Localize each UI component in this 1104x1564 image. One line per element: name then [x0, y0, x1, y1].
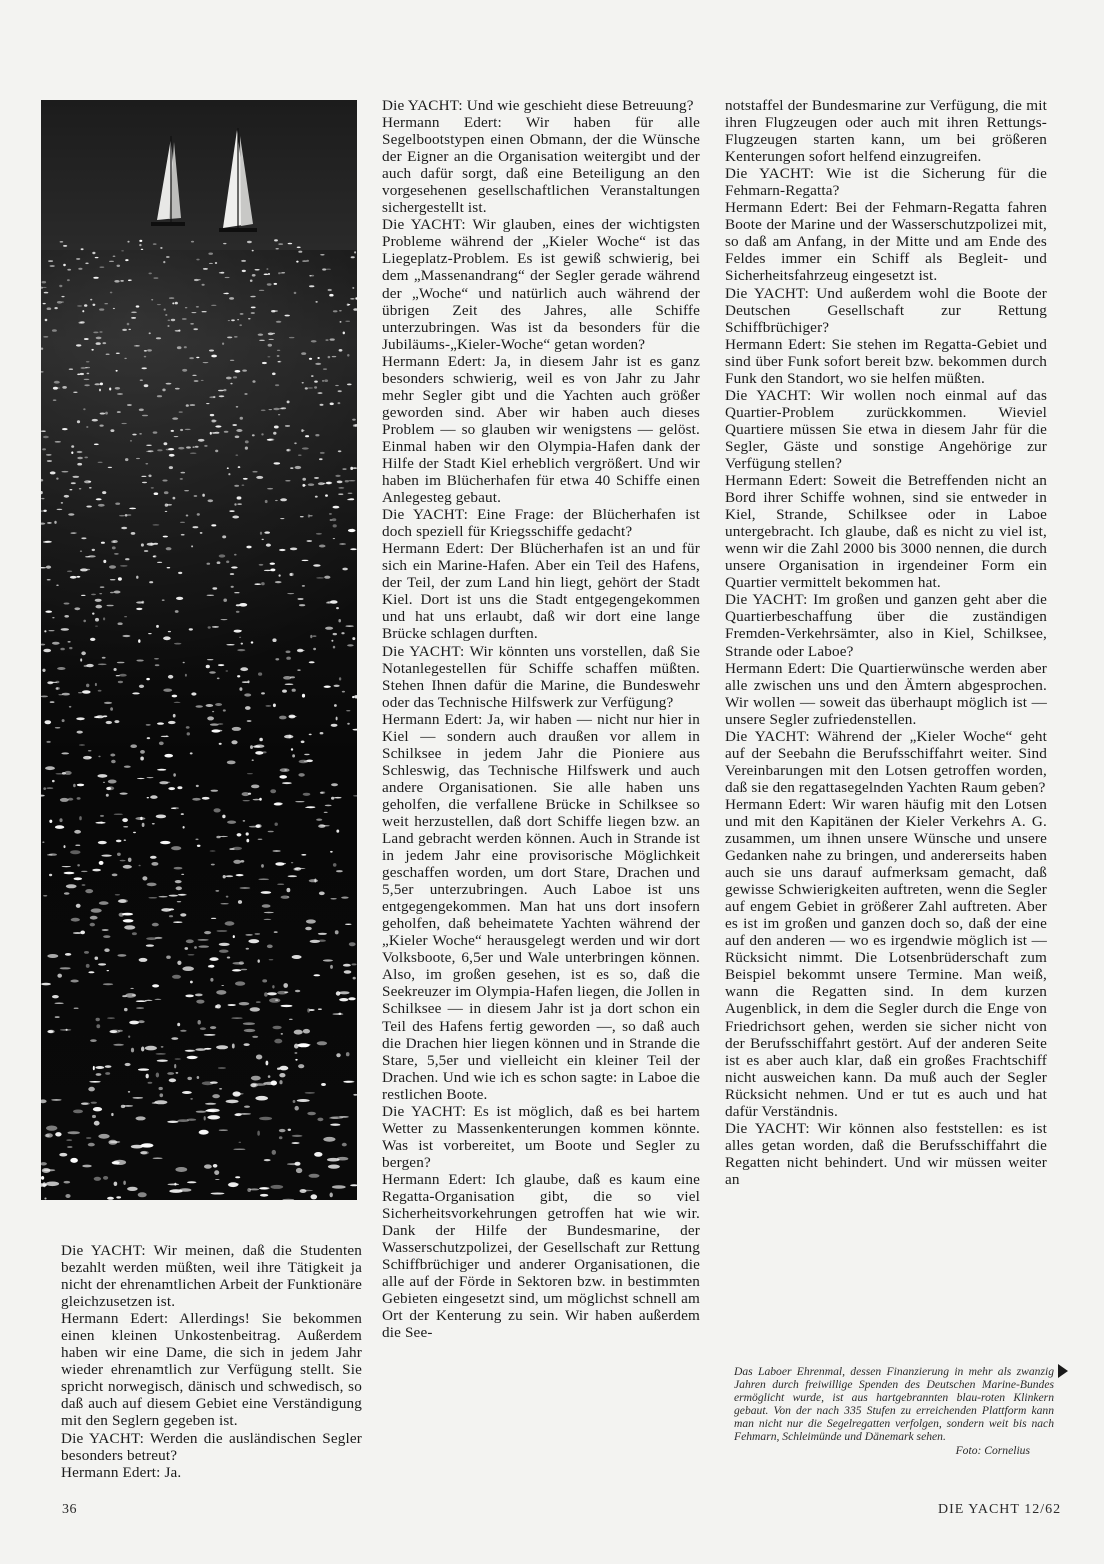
column-2-paragraph: Die YACHT: Eine Frage: der Blücherhafen ist doch speziell für Kriegsschiffe gedacht?	[382, 506, 700, 541]
column-3-paragraph: Die YACHT: Während der „Kieler Woche“ geht auf der Seebahn die Berufsschiffahrt weiter. Sind Vereinbarungen mit den Lotsen getroffen worden, daß sie den regattasegelnden Yachten Raum geben?	[725, 727, 1047, 796]
column-3-paragraph: Hermann Edert: Wir waren häufig mit den Lotsen und mit den Kapitänen der Kieler Verkehrs A. G. zusammen, um ihnen unsere Wünsche und unsere Gedanken nahe zu bringen, und andererseits haben auch sie uns darauf aufmerksam gemacht, daß gewisse Schwierigkeiten auftreten, wenn die Segler auf engem Gebiet in größerer Zahl auftreten. Aber es ist im großen und ganzen doch so, daß der eine auf den anderen — wo es irgendwie möglich ist — Rücksicht nimmt. Die Lotsenbrüderschaft zum Beispiel bekommt unsere Termine. Man weiß, wann die Regatten sind. In dem kurzen Augenblick, in dem die Segler durch die Enge von Friedrichsort gehen, werden sie sicher nicht von der Berufsschiffahrt gestört. Auf der anderen Seite ist es aber auch klar, daß ein großes Frachtschiff nicht ausweichen kann. Da muß auch der Segler Rücksicht nehmen. Und er tut es auch und hat dafür Verständnis.	[725, 795, 1047, 1120]
column-2-paragraph: Hermann Edert: Ja, wir haben — nicht nur hier in Kiel — sondern auch draußen vor allem in Schilksee in jedem Jahr die Pioniere aus Schleswig, das Technische Hilfswerk und auch andere Organisationen. Sie alle haben uns geholfen, die verfallene Brücke in Schilksee so weit herzustellen, daß dort Schiffe liegen bzw. an Land gebracht werden können. Auch in Strande ist in jedem Jahr eine provisorische Möglichkeit geschaffen worden, um dort Stare, Drachen und 5,5er unterzubringen. Auch Laboe ist uns entgegengekommen. Man hat uns dort insofern geholfen, daß beheimatete Yachten während der „Kieler Woche“ herausgelegt werden und wir dort Volksboote, 6,5er und Wale unterbringen können. Also, im großen gesehen, ist es so, daß die Seekreuzer im Olympia-Hafen liegen, die Jollen in Schilksee — in diesem Jahr ist ja dort schon ein Teil des Hafens fertig geworden —, so daß auch die Drachen hier liegen können und in Strande die Stare, 5,5er und vielleicht ein kleiner Teil der Drachen. Und wie ich es schon sagte: in Laboe die restlichen Boote.	[382, 710, 700, 1103]
column-2-paragraph: Die YACHT: Es ist möglich, daß es bei hartem Wetter zu Massenkenterungen kommen könnte. Was ist vorbereitet, um Boote und Segler zu bergen?	[382, 1102, 700, 1171]
column-3-paragraph: Die YACHT: Wir wollen noch einmal auf das Quartier-Problem zurückkommen. Wieviel Quartiere müssen Sie etwa in diesem Jahr für die Segler, Gäste und sonstige Angehörige zur Verfügung stellen?	[725, 386, 1047, 472]
column-2-text	[382, 97, 700, 1341]
column-2-paragraph: Hermann Edert: Wir haben für alle Segelbootstypen einen Obmann, der die Wünsche der Eigner an die Organisation weitergibt und der auch dafür sorgt, daß eine Beteiligung an den vorgesehenen gesellschaftlichen Veranstaltungen sichergestellt ist.	[382, 114, 700, 217]
column-3-paragraph: notstaffel der Bundesmarine zur Verfügung, die mit ihren Flugzeugen oder auch mit ihren Rettungs-Flugzeugen starten kann, um bei größeren Kenterungen sofort helfend einzugreifen.	[725, 97, 1047, 166]
sailboats-photo	[41, 100, 357, 1200]
column-3-paragraph: Hermann Edert: Bei der Fehmarn-Regatta fahren Boote der Marine und der Wasserschutzpolizei mit, so daß am Anfang, in der Mitte und am Ende des Feldes immer ein Schiff als Begleit- und Sicherheitsfahrzeug eingesetzt ist.	[725, 199, 1047, 285]
page-number: 36	[62, 1502, 77, 1517]
column-1-paragraph: Die YACHT: Wir meinen, daß die Studenten bezahlt werden müßten, weil ihre Tätigkeit ja nicht der ehrenamtlichen Arbeit der Funktionäre gleichzusetzen ist.	[61, 1242, 362, 1311]
caption-text: Das Laboer Ehrenmal, dessen Finanzierung in mehr als zwanzig Jahren durch freiwillige Spenden des Deutschen Marine-Bundes ermöglicht wurde, ist aus hartgebrannten blau-roten Klinkern gebaut. Von der nach 335 Stufen zu erreichenden Plattform kann man nicht nur die Segelregatten verfolgen, sondern weit bis nach Fehmarn, Schleimünde und Dänemark sehen.	[734, 1365, 1054, 1444]
column-3-paragraph: Die YACHT: Im großen und ganzen geht aber die Quartierbeschaffung über die zuständigen Fremden-Verkehrsämter, also in Kiel, Schilksee, Strande oder Laboe?	[725, 591, 1047, 660]
column-3-paragraph: Hermann Edert: Die Quartierwünsche werden aber alle zwischen uns und den Ämtern abgesprochen. Wir wollen — soweit das überhaupt möglich ist — unsere Segler zufriedenstellen.	[725, 659, 1047, 728]
column-1-paragraph: Hermann Edert: Ja.	[61, 1463, 182, 1481]
column-3-paragraph: Hermann Edert: Sie stehen im Regatta-Gebiet und sind über Funk sofort bereit bzw. bekommen durch Funk den Standort, wo sie helfen müßten.	[725, 335, 1047, 387]
caption-credit: Foto: Cornelius	[955, 1443, 1030, 1457]
column-3-paragraph: Die YACHT: Und außerdem wohl die Boote der Deutschen Gesellschaft zur Rettung Schiffbrüchiger?	[725, 284, 1047, 336]
column-2-paragraph: Die YACHT: Wir könnten uns vorstellen, daß Sie Notanlegestellen für Schiffe schaffen müßten. Stehen Ihnen dafür die Marine, die Bundeswehr oder das Technische Hilfswerk zur Verfügung?	[382, 642, 700, 711]
column-2-paragraph: Hermann Edert: Ja, in diesem Jahr ist es ganz besonders schwierig, weil es von Jahr zu Jahr mehr Segler gibt und die Yachten auch größer geworden sind. Aber wir haben auch dieses Problem — so glauben wir wenigstens — gelöst. Einmal haben wir den Olympia-Hafen dank der Hilfe der Stadt Kiel erheblich vergrößert. Und wir haben im Blücherhafen für etwa 40 Schiffe einen Anlegesteg gebaut.	[382, 352, 700, 507]
column-3-paragraph: Die YACHT: Wir können also feststellen: es ist alles getan worden, daß die Berufsschiffahrt die Regatten nicht behindert. Und wir müssen weiter an	[725, 1119, 1047, 1188]
column-2-paragraph: Die YACHT: Und wie geschieht diese Betreuung?	[382, 97, 694, 114]
sea-photo-illustration	[41, 100, 357, 1200]
column-2-paragraph: Die YACHT: Wir glauben, eines der wichtigsten Probleme während der „Kieler Woche“ ist das Liegeplatz-Problem. Es ist gewiß schwierig, bei dem „Massenandrang“ der Segler gerade während der „Woche“ und natürlich auch während der übrigen Zeit des Jahres, alle Schiffe unterzubringen. Was ist da besonders für die Jubiläums-„Kieler-Woche“ getan worden?	[382, 216, 700, 353]
column-1-bottom-text	[61, 1242, 362, 1481]
column-3-paragraph: Hermann Edert: Soweit die Betreffenden nicht an Bord ihrer Schiffe wohnen, sind sie entweder in Kiel, Strande, Schilksee oder in Laboe untergebracht. Ich glaube, daß es nicht zu viel ist, wenn wir die Zahl 2000 bis 3000 nennen, die durch unsere Organisation in irgendeiner Form ein Quartier vermittelt bekommen hat.	[725, 472, 1047, 592]
column-2-paragraph: Hermann Edert: Der Blücherhafen ist an und für sich ein Marine-Hafen. Aber ein Teil des Hafens, der Teil, der zum Land hin liegt, gehört der Stadt Kiel. Dort ist uns die Stadt entgegengekommen und hat uns erlaubt, daß wir dort eine lange Brücke schlagen durften.	[382, 540, 700, 643]
column-1-paragraph: Die YACHT: Werden die ausländischen Segler besonders betreut?	[61, 1429, 362, 1464]
column-3-text	[725, 97, 1047, 1188]
magazine-issue-ref: DIE YACHT 12/62	[938, 1502, 1062, 1517]
column-1-paragraph: Hermann Edert: Allerdings! Sie bekommen einen kleinen Unkostenbeitrag. Außerdem haben wir eine Dame, die sich in jedem Jahr wieder ehrenamtlich zur Verfügung stellt. Sie spricht norwegisch, dänisch und schwedisch, so daß auch auf diesem Gebiet eine Verständigung mit den Seglern gegeben ist.	[61, 1310, 362, 1430]
photo-caption	[734, 1365, 1054, 1457]
column-2-paragraph: Hermann Edert: Ich glaube, daß es kaum eine Regatta-Organisation gibt, die so viel Sicherheitsvorkehrungen getroffen hat wie wir. Dank der Hilfe der Bundesmarine, der Wasserschutzpolizei, der Gesellschaft zur Rettung Schiffbrüchiger und anderer Organisationen, die alle auf der Förde in Sektoren bzw. in bestimmten Gebieten eingesetzt sind, um möglichst schnell am Ort der Kenterung zu sein. Wir haben außerdem die See-	[382, 1170, 700, 1342]
arrow-right-icon	[1058, 1364, 1068, 1378]
column-3-paragraph: Die YACHT: Wie ist die Sicherung für die Fehmarn-Regatta?	[725, 165, 1047, 200]
